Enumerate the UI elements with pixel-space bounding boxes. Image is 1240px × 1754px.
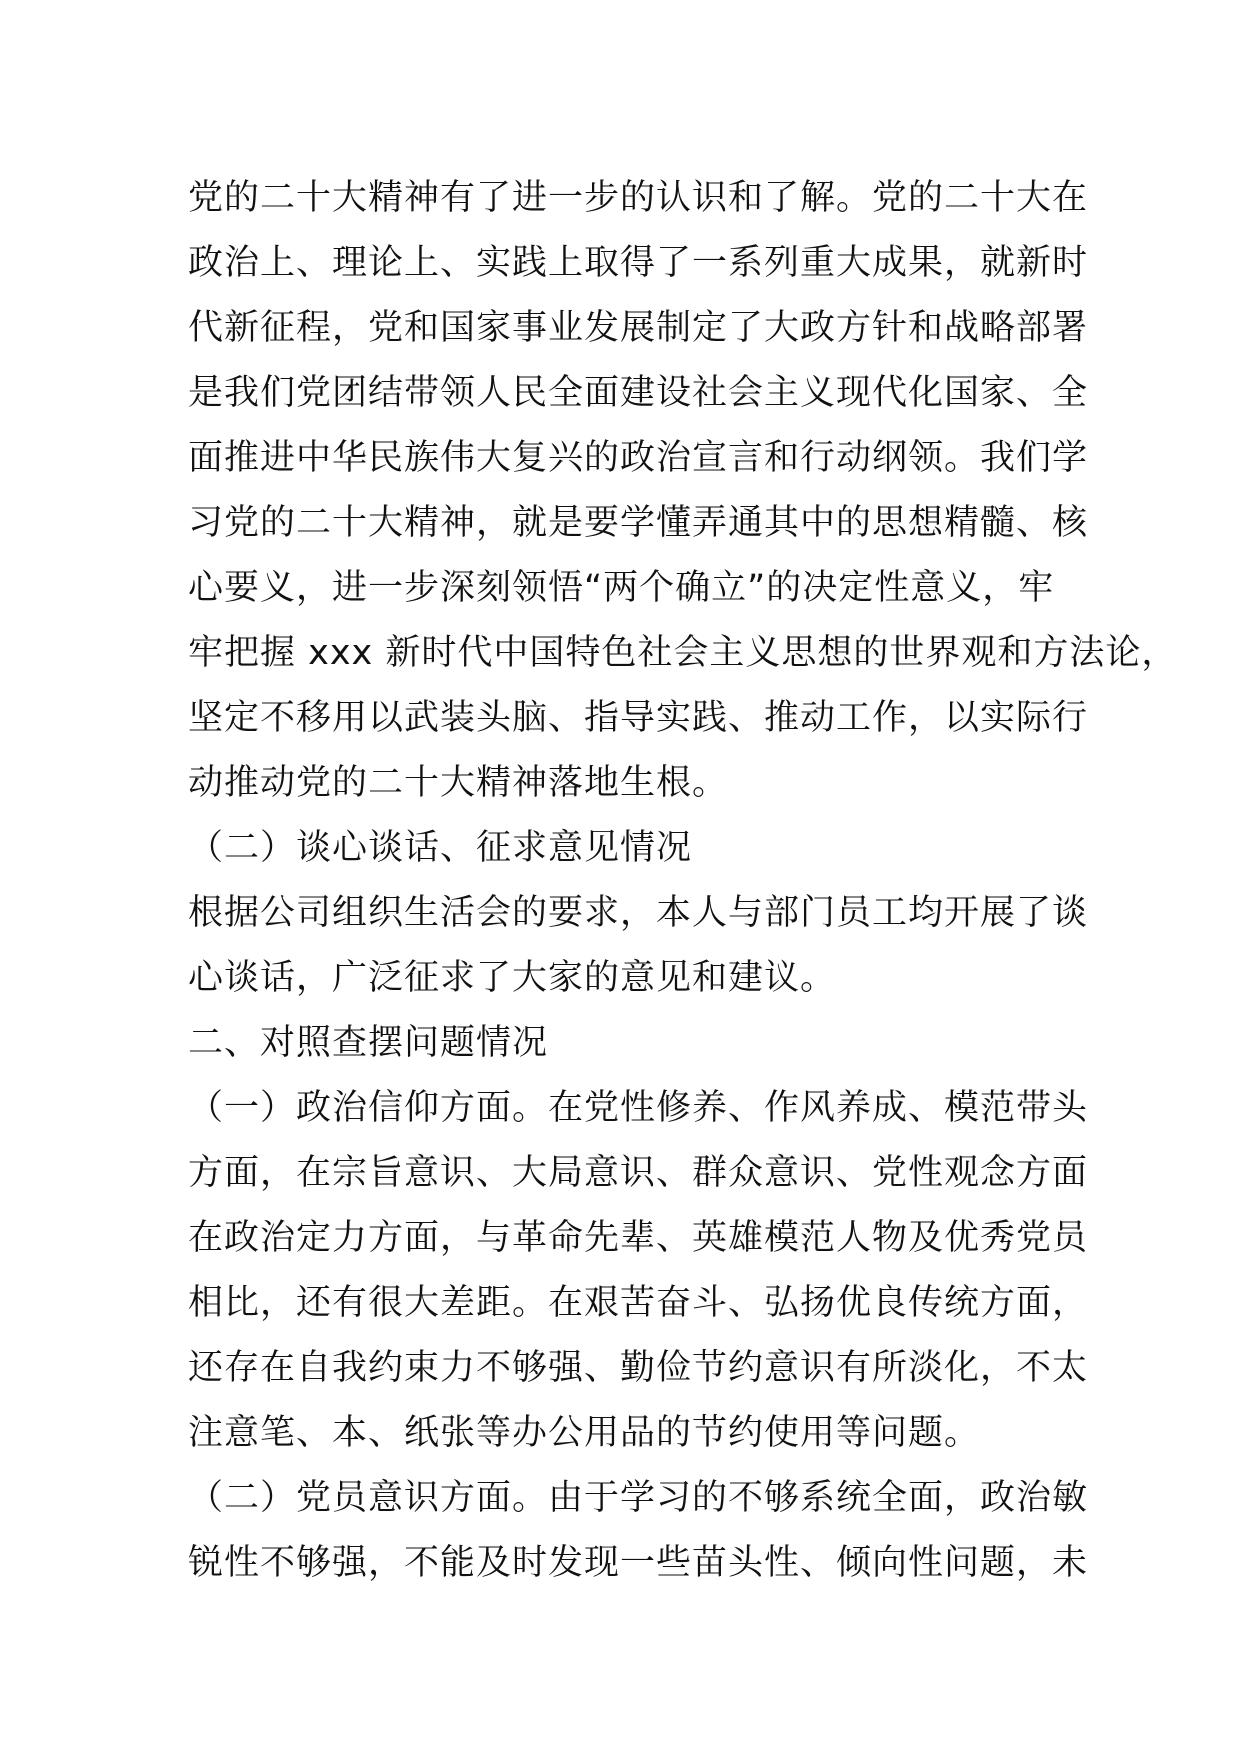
text-line: 还存在自我约束力不够强、勤俭节约意识有所淡化，不太 bbox=[188, 1348, 1089, 1388]
text-line: 坚定不移用以武装头脑、指导实践、推动工作，以实际行 bbox=[188, 698, 1089, 738]
text-line: 代新征程，党和国家事业发展制定了大政方针和战略部署 bbox=[188, 308, 1089, 348]
text-line: 习党的二十大精神，就是要学懂弄通其中的思想精髓、核 bbox=[188, 503, 1089, 543]
text-line: 心谈话，广泛征求了大家的意见和建议。 bbox=[188, 958, 837, 998]
section-heading: 二、对照查摆问题情况 bbox=[188, 1023, 549, 1063]
text-line: 在政治定力方面，与革命先辈、英雄模范人物及优秀党员 bbox=[188, 1218, 1089, 1258]
section-heading: （二）谈心谈话、征求意见情况 bbox=[188, 828, 693, 868]
text-line: 政治上、理论上、实践上取得了一系列重大成果，就新时 bbox=[188, 243, 1089, 283]
text-line: 心要义，进一步深刻领悟“两个确立”的决定性意义，牢 bbox=[188, 568, 1055, 608]
text-line: （二）党员意识方面。由于学习的不够系统全面，政治敏 bbox=[188, 1478, 1089, 1518]
text-line: 面推进中华民族伟大复兴的政治宣言和行动纲领。我们学 bbox=[188, 438, 1089, 478]
text-line: 是我们党团结带领人民全面建设社会主义现代化国家、全 bbox=[188, 373, 1089, 413]
text-line: 党的二十大精神有了进一步的认识和了解。党的二十大在 bbox=[188, 178, 1089, 218]
text-line: 方面，在宗旨意识、大局意识、群众意识、党性观念方面 bbox=[188, 1153, 1089, 1193]
text-line: （一）政治信仰方面。在党性修养、作风养成、模范带头 bbox=[188, 1088, 1089, 1128]
text-line: 相比，还有很大差距。在艰苦奋斗、弘扬优良传统方面， bbox=[188, 1283, 1089, 1323]
text-line: 动推动党的二十大精神落地生根。 bbox=[188, 763, 729, 803]
text-line: 牢把握 xxx 新时代中国特色社会主义思想的世界观和方法论， bbox=[188, 633, 1178, 673]
text-line: 注意笔、本、纸张等办公用品的节约使用等问题。 bbox=[188, 1413, 981, 1453]
document-body bbox=[188, 166, 1178, 1596]
text-line: 根据公司组织生活会的要求，本人与部门员工均开展了谈 bbox=[188, 893, 1089, 933]
text-line: 锐性不够强，不能及时发现一些苗头性、倾向性问题，未 bbox=[188, 1543, 1089, 1583]
